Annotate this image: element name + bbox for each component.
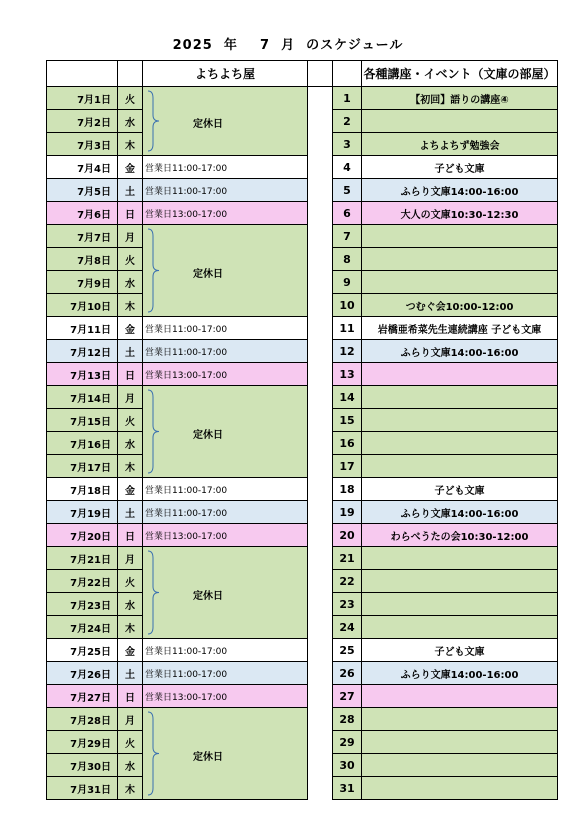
spacer-cell bbox=[308, 87, 333, 110]
day-number-cell: 28 bbox=[333, 708, 362, 731]
spacer-cell bbox=[308, 524, 333, 547]
brace-icon bbox=[145, 550, 159, 635]
weekday-cell: 日 bbox=[118, 363, 143, 386]
day-number-cell: 2 bbox=[333, 110, 362, 133]
event-cell bbox=[362, 386, 558, 409]
day-number-cell: 6 bbox=[333, 202, 362, 225]
weekday-cell: 火 bbox=[118, 87, 143, 110]
date-cell: 7月29日 bbox=[47, 731, 118, 754]
table-row bbox=[47, 202, 558, 225]
spacer-cell bbox=[308, 432, 333, 455]
table-row bbox=[47, 87, 558, 110]
date-cell: 7月23日 bbox=[47, 593, 118, 616]
date-cell: 7月5日 bbox=[47, 179, 118, 202]
date-cell: 7月1日 bbox=[47, 87, 118, 110]
table-row bbox=[47, 685, 558, 708]
date-cell: 7月8日 bbox=[47, 248, 118, 271]
shop-hours-cell: 営業日11:00-17:00 bbox=[143, 501, 308, 524]
date-cell: 7月13日 bbox=[47, 363, 118, 386]
day-number-cell: 21 bbox=[333, 547, 362, 570]
event-cell: つむぐ会10:00-12:00 bbox=[362, 294, 558, 317]
spacer-cell bbox=[308, 409, 333, 432]
day-number-cell: 14 bbox=[333, 386, 362, 409]
day-number-cell: 10 bbox=[333, 294, 362, 317]
day-number-cell: 16 bbox=[333, 432, 362, 455]
weekday-cell: 土 bbox=[118, 662, 143, 685]
header-blank-dow bbox=[118, 61, 143, 87]
shop-hours-cell: 営業日13:00-17:00 bbox=[143, 202, 308, 225]
spacer-cell bbox=[308, 294, 333, 317]
event-cell bbox=[362, 225, 558, 248]
table-row bbox=[47, 501, 558, 524]
event-cell bbox=[362, 754, 558, 777]
brace-icon bbox=[145, 90, 159, 152]
shop-hours-cell: 営業日13:00-17:00 bbox=[143, 363, 308, 386]
table-row bbox=[47, 386, 558, 409]
schedule-table-container bbox=[46, 60, 556, 800]
day-number-cell: 13 bbox=[333, 363, 362, 386]
spacer-cell bbox=[308, 593, 333, 616]
table-row bbox=[47, 179, 558, 202]
date-cell: 7月24日 bbox=[47, 616, 118, 639]
date-cell: 7月10日 bbox=[47, 294, 118, 317]
weekday-cell: 日 bbox=[118, 202, 143, 225]
event-cell: ふらり文庫14:00-16:00 bbox=[362, 501, 558, 524]
day-number-cell: 18 bbox=[333, 478, 362, 501]
spacer-cell bbox=[308, 248, 333, 271]
date-cell: 7月12日 bbox=[47, 340, 118, 363]
weekday-cell: 木 bbox=[118, 777, 143, 800]
weekday-cell: 金 bbox=[118, 639, 143, 662]
closed-day-label: 定休日 bbox=[193, 268, 223, 280]
shop-hours-cell: 営業日11:00-17:00 bbox=[143, 478, 308, 501]
day-number-cell: 15 bbox=[333, 409, 362, 432]
date-cell: 7月27日 bbox=[47, 685, 118, 708]
spacer-cell bbox=[308, 731, 333, 754]
weekday-cell: 水 bbox=[118, 271, 143, 294]
table-row bbox=[47, 340, 558, 363]
closed-day-label: 定休日 bbox=[193, 751, 223, 763]
spacer-cell bbox=[308, 570, 333, 593]
day-number-cell: 27 bbox=[333, 685, 362, 708]
closed-days-cell bbox=[143, 386, 308, 478]
closed-days-cell bbox=[143, 87, 308, 156]
spacer-cell bbox=[308, 754, 333, 777]
shop-hours-cell: 営業日11:00-17:00 bbox=[143, 639, 308, 662]
day-number-cell: 30 bbox=[333, 754, 362, 777]
spacer-cell bbox=[308, 340, 333, 363]
spacer-cell bbox=[308, 202, 333, 225]
schedule-body bbox=[47, 87, 558, 800]
event-cell: ふらり文庫14:00-16:00 bbox=[362, 662, 558, 685]
weekday-cell: 木 bbox=[118, 294, 143, 317]
weekday-cell: 土 bbox=[118, 501, 143, 524]
weekday-cell: 水 bbox=[118, 110, 143, 133]
shop-hours-cell: 営業日13:00-17:00 bbox=[143, 685, 308, 708]
day-number-cell: 20 bbox=[333, 524, 362, 547]
spacer-cell bbox=[308, 501, 333, 524]
table-row bbox=[47, 156, 558, 179]
weekday-cell: 日 bbox=[118, 685, 143, 708]
weekday-cell: 火 bbox=[118, 731, 143, 754]
spacer-cell bbox=[308, 317, 333, 340]
event-cell: 【初回】語りの講座④ bbox=[362, 87, 558, 110]
event-cell bbox=[362, 547, 558, 570]
header-events: 各種講座・イベント（文庫の部屋） bbox=[362, 61, 558, 87]
spacer-cell bbox=[308, 110, 333, 133]
date-cell: 7月25日 bbox=[47, 639, 118, 662]
table-row bbox=[47, 225, 558, 248]
event-cell bbox=[362, 110, 558, 133]
header-blank-sep bbox=[308, 61, 333, 87]
weekday-cell: 木 bbox=[118, 616, 143, 639]
date-cell: 7月11日 bbox=[47, 317, 118, 340]
day-number-cell: 22 bbox=[333, 570, 362, 593]
day-number-cell: 17 bbox=[333, 455, 362, 478]
shop-hours-cell: 営業日13:00-17:00 bbox=[143, 524, 308, 547]
day-number-cell: 26 bbox=[333, 662, 362, 685]
day-number-cell: 7 bbox=[333, 225, 362, 248]
brace-icon bbox=[145, 711, 159, 796]
date-cell: 7月16日 bbox=[47, 432, 118, 455]
header-blank-date bbox=[47, 61, 118, 87]
shop-hours-cell: 営業日11:00-17:00 bbox=[143, 317, 308, 340]
weekday-cell: 水 bbox=[118, 432, 143, 455]
spacer-cell bbox=[308, 616, 333, 639]
spacer-cell bbox=[308, 708, 333, 731]
event-cell bbox=[362, 616, 558, 639]
event-cell bbox=[362, 271, 558, 294]
spacer-cell bbox=[308, 685, 333, 708]
event-cell: わらべうたの会10:30-12:00 bbox=[362, 524, 558, 547]
spacer-cell bbox=[308, 133, 333, 156]
event-cell: 子ども文庫 bbox=[362, 478, 558, 501]
spacer-cell bbox=[308, 777, 333, 800]
closed-days-cell bbox=[143, 708, 308, 800]
weekday-cell: 月 bbox=[118, 225, 143, 248]
header-shop: よちよち屋 bbox=[143, 61, 308, 87]
header-blank-num bbox=[333, 61, 362, 87]
day-number-cell: 24 bbox=[333, 616, 362, 639]
weekday-cell: 金 bbox=[118, 478, 143, 501]
date-cell: 7月14日 bbox=[47, 386, 118, 409]
spacer-cell bbox=[308, 478, 333, 501]
spacer-cell bbox=[308, 662, 333, 685]
event-cell bbox=[362, 455, 558, 478]
date-cell: 7月3日 bbox=[47, 133, 118, 156]
date-cell: 7月22日 bbox=[47, 570, 118, 593]
shop-hours-cell: 営業日11:00-17:00 bbox=[143, 156, 308, 179]
table-row bbox=[47, 363, 558, 386]
table-row bbox=[47, 708, 558, 731]
weekday-cell: 月 bbox=[118, 386, 143, 409]
event-cell: 子ども文庫 bbox=[362, 156, 558, 179]
day-number-cell: 3 bbox=[333, 133, 362, 156]
event-cell: 大人の文庫10:30-12:30 bbox=[362, 202, 558, 225]
weekday-cell: 月 bbox=[118, 547, 143, 570]
event-cell bbox=[362, 593, 558, 616]
day-number-cell: 23 bbox=[333, 593, 362, 616]
date-cell: 7月30日 bbox=[47, 754, 118, 777]
event-cell bbox=[362, 409, 558, 432]
weekday-cell: 火 bbox=[118, 409, 143, 432]
closed-day-label: 定休日 bbox=[193, 590, 223, 602]
spacer-cell bbox=[308, 271, 333, 294]
weekday-cell: 金 bbox=[118, 156, 143, 179]
closed-day-label: 定休日 bbox=[193, 119, 223, 130]
event-cell: 子ども文庫 bbox=[362, 639, 558, 662]
weekday-cell: 土 bbox=[118, 340, 143, 363]
event-cell bbox=[362, 708, 558, 731]
weekday-cell: 土 bbox=[118, 179, 143, 202]
date-cell: 7月2日 bbox=[47, 110, 118, 133]
closed-days-cell bbox=[143, 225, 308, 317]
spacer-cell bbox=[308, 156, 333, 179]
weekday-cell: 金 bbox=[118, 317, 143, 340]
table-header-row bbox=[47, 61, 558, 87]
day-number-cell: 8 bbox=[333, 248, 362, 271]
day-number-cell: 19 bbox=[333, 501, 362, 524]
weekday-cell: 木 bbox=[118, 133, 143, 156]
event-cell: ふらり文庫14:00-16:00 bbox=[362, 179, 558, 202]
day-number-cell: 1 bbox=[333, 87, 362, 110]
event-cell: よちよちず勉強会 bbox=[362, 133, 558, 156]
event-cell bbox=[362, 685, 558, 708]
brace-icon bbox=[145, 228, 159, 313]
day-number-cell: 31 bbox=[333, 777, 362, 800]
spacer-cell bbox=[308, 639, 333, 662]
spacer-cell bbox=[308, 225, 333, 248]
closed-day-label: 定休日 bbox=[193, 429, 223, 441]
date-cell: 7月21日 bbox=[47, 547, 118, 570]
table-row bbox=[47, 639, 558, 662]
event-cell: ふらり文庫14:00-16:00 bbox=[362, 340, 558, 363]
date-cell: 7月7日 bbox=[47, 225, 118, 248]
event-cell: 岩橋亜希菜先生連続講座 子ども文庫 bbox=[362, 317, 558, 340]
spacer-cell bbox=[308, 386, 333, 409]
spacer-cell bbox=[308, 547, 333, 570]
date-cell: 7月17日 bbox=[47, 455, 118, 478]
date-cell: 7月4日 bbox=[47, 156, 118, 179]
day-number-cell: 25 bbox=[333, 639, 362, 662]
spacer-cell bbox=[308, 363, 333, 386]
schedule-table bbox=[46, 60, 558, 800]
date-cell: 7月26日 bbox=[47, 662, 118, 685]
event-cell bbox=[362, 570, 558, 593]
day-number-cell: 29 bbox=[333, 731, 362, 754]
spacer-cell bbox=[308, 455, 333, 478]
table-row bbox=[47, 524, 558, 547]
table-row bbox=[47, 547, 558, 570]
page-title: 2025 年 7 月 のスケジュール bbox=[172, 38, 404, 53]
shop-hours-cell: 営業日11:00-17:00 bbox=[143, 662, 308, 685]
date-cell: 7月9日 bbox=[47, 271, 118, 294]
event-cell bbox=[362, 432, 558, 455]
day-number-cell: 4 bbox=[333, 156, 362, 179]
closed-days-cell bbox=[143, 547, 308, 639]
weekday-cell: 水 bbox=[118, 593, 143, 616]
event-cell bbox=[362, 363, 558, 386]
date-cell: 7月31日 bbox=[47, 777, 118, 800]
weekday-cell: 日 bbox=[118, 524, 143, 547]
weekday-cell: 月 bbox=[118, 708, 143, 731]
event-cell bbox=[362, 248, 558, 271]
date-cell: 7月15日 bbox=[47, 409, 118, 432]
shop-hours-cell: 営業日11:00-17:00 bbox=[143, 340, 308, 363]
event-cell bbox=[362, 777, 558, 800]
date-cell: 7月6日 bbox=[47, 202, 118, 225]
day-number-cell: 5 bbox=[333, 179, 362, 202]
date-cell: 7月20日 bbox=[47, 524, 118, 547]
shop-hours-cell: 営業日11:00-17:00 bbox=[143, 179, 308, 202]
day-number-cell: 9 bbox=[333, 271, 362, 294]
brace-icon bbox=[145, 389, 159, 474]
weekday-cell: 木 bbox=[118, 455, 143, 478]
date-cell: 7月28日 bbox=[47, 708, 118, 731]
date-cell: 7月18日 bbox=[47, 478, 118, 501]
day-number-cell: 11 bbox=[333, 317, 362, 340]
event-cell bbox=[362, 731, 558, 754]
spacer-cell bbox=[308, 179, 333, 202]
day-number-cell: 12 bbox=[333, 340, 362, 363]
table-row bbox=[47, 317, 558, 340]
date-cell: 7月19日 bbox=[47, 501, 118, 524]
weekday-cell: 火 bbox=[118, 570, 143, 593]
table-row bbox=[47, 478, 558, 501]
weekday-cell: 水 bbox=[118, 754, 143, 777]
weekday-cell: 火 bbox=[118, 248, 143, 271]
table-row bbox=[47, 662, 558, 685]
